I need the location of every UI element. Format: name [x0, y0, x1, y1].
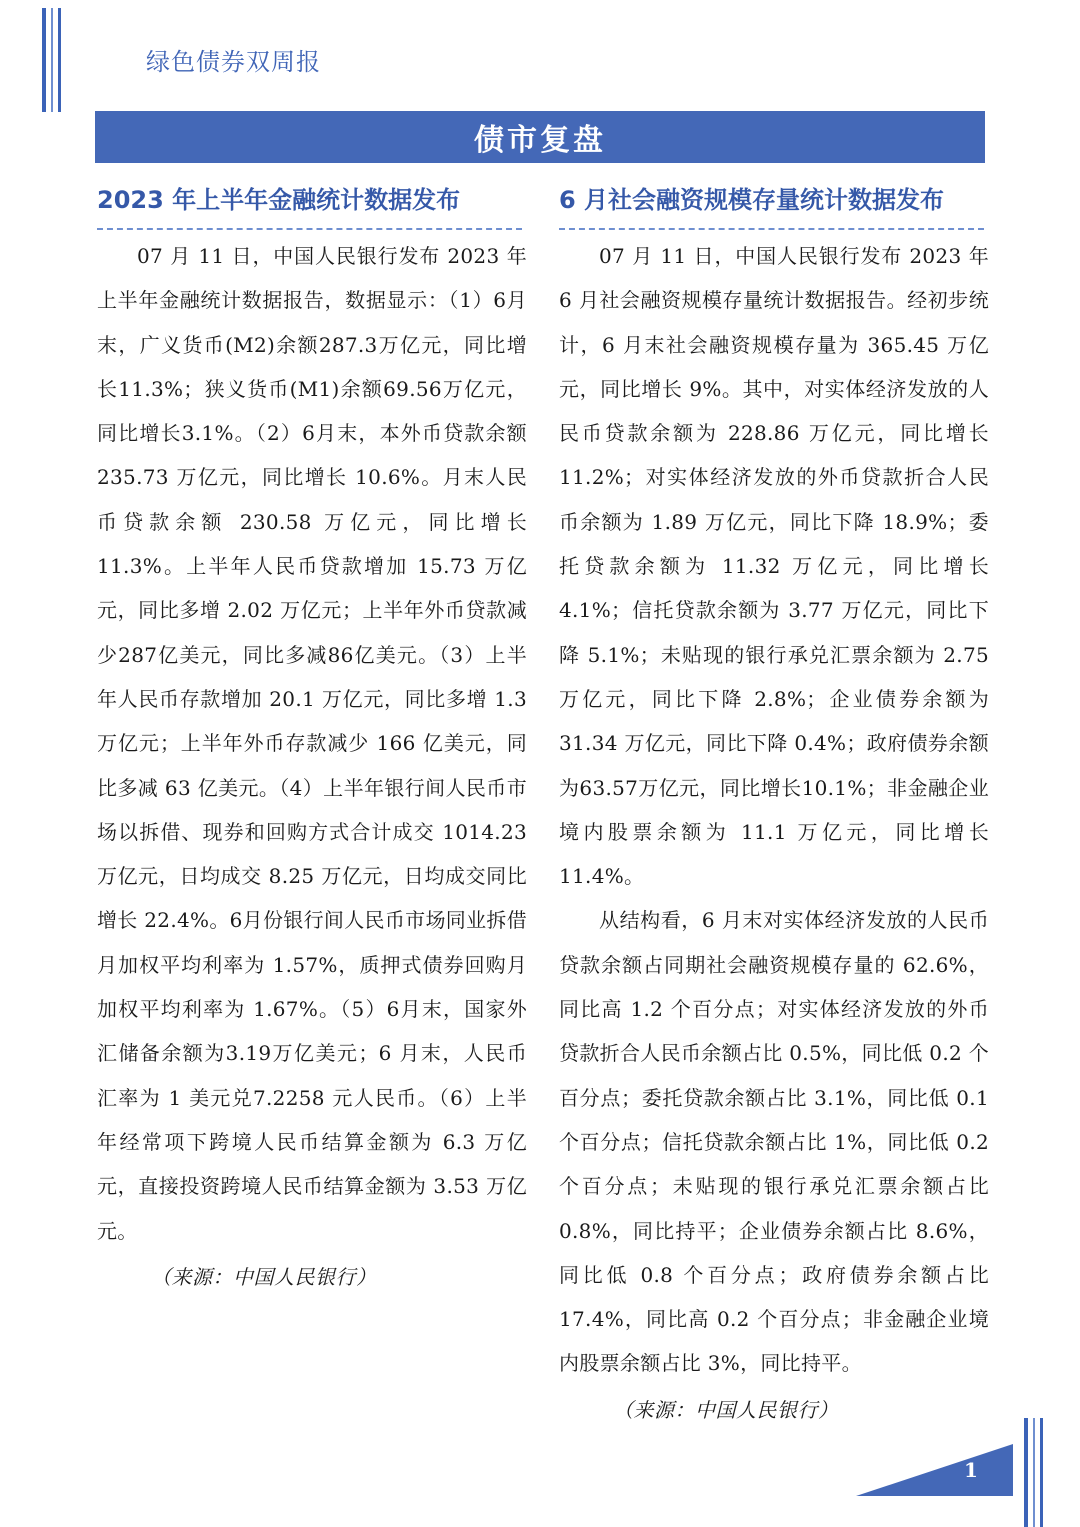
article-financial-statistics: [97, 180, 527, 1299]
page-number: 1: [964, 1458, 978, 1482]
article-body-paragraph-2: 从结构看，6 月末对实体经济发放的人民币贷款余额占同期社会融资规模存量的 62.6%，同比高 1.2 个百分点；对实体经济发放的外币贷款折合人民币余额占比 0.5%，同比低 0.2 个百分点；委托贷款余额占比 3.1%，同比低 0.1 个百分点；信托贷款余额占比 1%，同比低 0.2 个百分点；未贴现的银行承兑汇票余额占比 0.8%，同比持平；企业债券余额占比 8.6%，同比低 0.8 个百分点；政府债券余额占比 17.4%，同比高 0.2 个百分点；非金融企业境内股票余额占比 3%，同比持平。: [559, 908, 989, 1376]
article-social-financing: [559, 180, 989, 1432]
article-source: （来源：中国人民银行）: [151, 1264, 377, 1289]
article-source: （来源：中国人民银行）: [613, 1397, 839, 1422]
divider: [97, 228, 522, 230]
article-body: 07 月 11 日，中国人民银行发布 2023 年上半年金融统计数据报告，数据显示：（1）6月末，广义货币(M2)余额287.3万亿元，同比增长11.3%；狭义货币(M1)余额69.56万亿元，同比增长3.1%。（2）6月末，本外币贷款余额 235.73 万亿元，同比增长 10.6%。月末人民币贷款余额 230.58 万亿元，同比增长11.3%。上半年人民币贷款增加 15.73 万亿元，同比多增 2.02 万亿元；上半年外币贷款减少287亿美元，同比多减86亿美元。（3）上半年人民币存款增加 20.1 万亿元，同比多增 1.3 万亿元；上半年外币存款减少 166 亿美元，同比多减 63 亿美元。（4）上半年银行间人民币市场以拆借、现券和回购方式合计成交 1014.23 万亿元，日均成交 8.25 万亿元，日均成交同比增长 22.4%。6月份银行间人民币市场同业拆借月加权平均利率为 1.57%，质押式债券回购月加权平均利率为 1.67%。（5）6月末，国家外汇储备余额为3.19万亿美元；6 月末，人民币汇率为 1 美元兑7.2258 元人民币。（6）上半年经常项下跨境人民币结算金额为 6.3 万亿元，直接投资跨境人民币结算金额为 3.53 万亿元。: [97, 244, 527, 1243]
publication-name: 绿色债券双周报: [146, 48, 321, 76]
section-banner: 债市复盘: [95, 111, 985, 163]
divider: [559, 228, 984, 230]
header-decorative-bars: [42, 8, 61, 112]
article-body-paragraph-1: 07 月 11 日，中国人民银行发布 2023 年 6 月社会融资规模存量统计数据报告。经初步统计，6 月末社会融资规模存量为 365.45 万亿元，同比增长 9%。其中，对实体经济发放的人民币贷款余额为 228.86 万亿元，同比增长 11.2%；对实体经济发放的外币贷款折合人民币余额为 1.89 万亿元，同比下降 18.9%；委托贷款余额为 11.32 万亿元，同比增长 4.1%；信托贷款余额为 3.77 万亿元，同比下降 5.1%；未贴现的银行承兑汇票余额为 2.75 万亿元，同比下降 2.8%；企业债券余额为 31.34 万亿元，同比下降 0.4%；政府债券余额为63.57万亿元，同比增长10.1%；非金融企业境内股票余额为 11.1 万亿元，同比增长 11.4%。: [559, 244, 989, 889]
article-title: 6 月社会融资规模存量统计数据发布: [559, 186, 945, 214]
footer-decorative-bars: [1024, 1418, 1043, 1527]
article-title: 2023 年上半年金融统计数据发布: [97, 186, 461, 214]
page-corner-triangle: [856, 1444, 1013, 1496]
